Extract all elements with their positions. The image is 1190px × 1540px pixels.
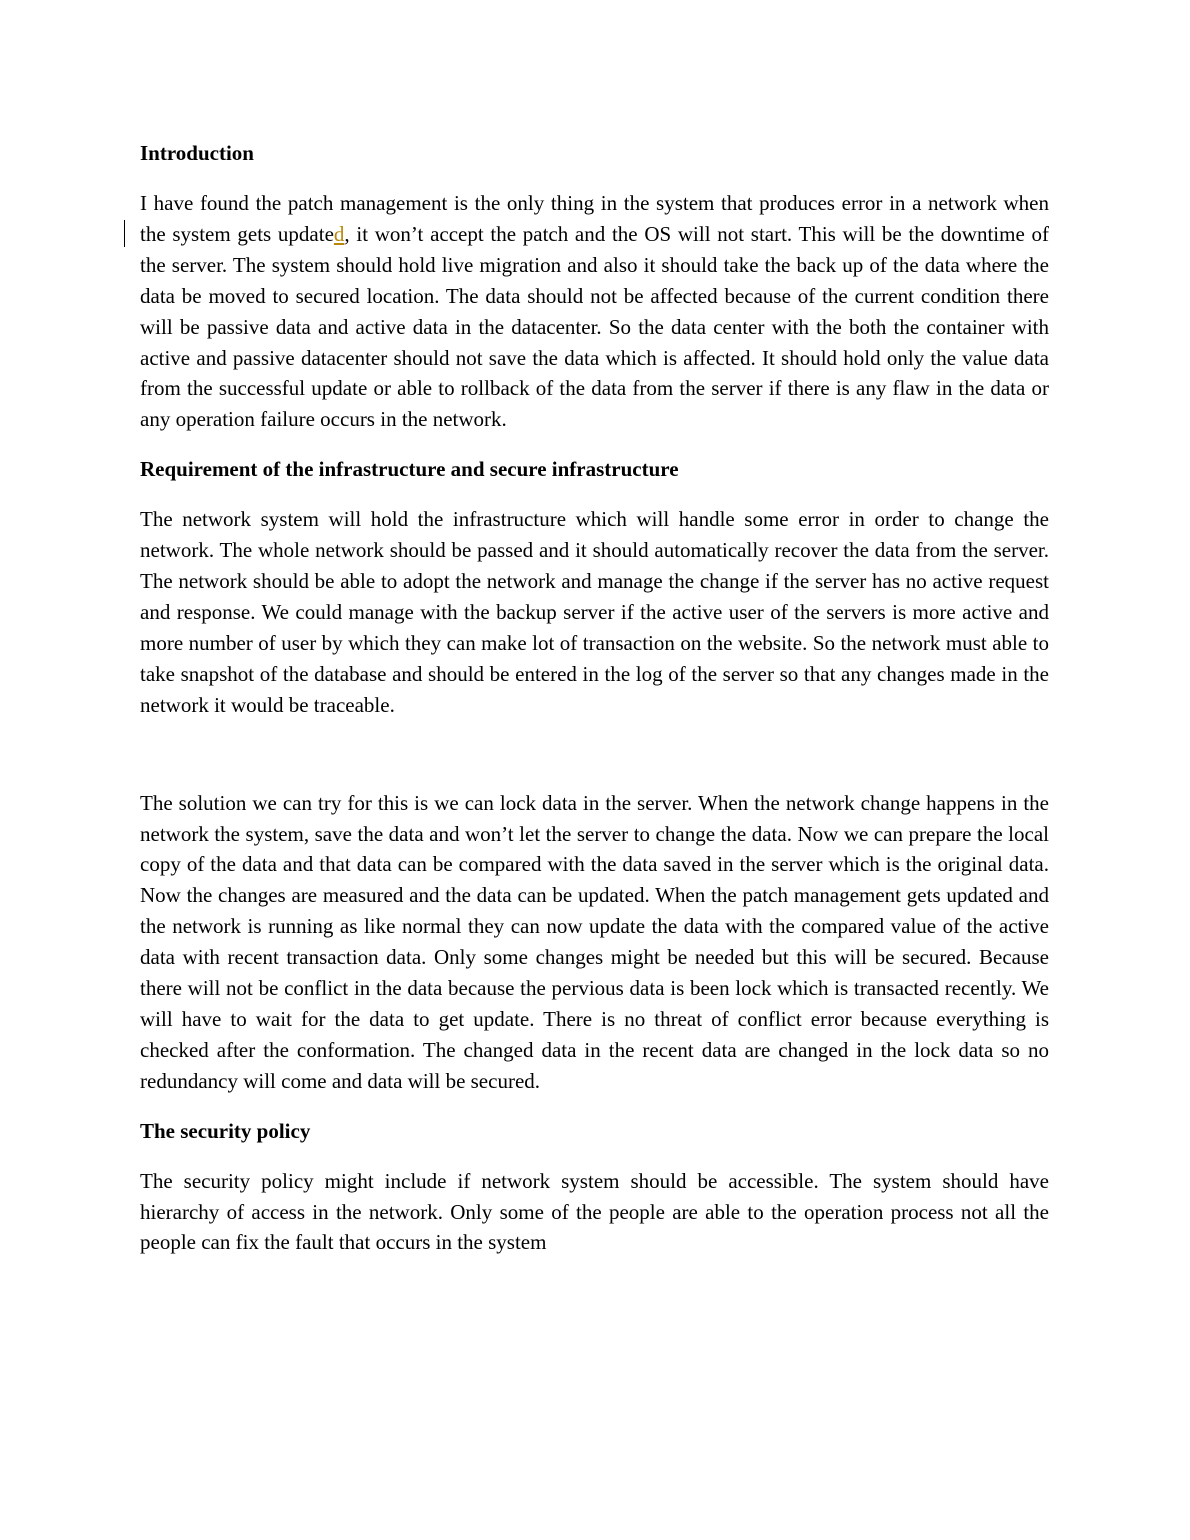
heading-security-policy: The security policy [140,1118,311,1143]
heading-requirement: Requirement of the infrastructure and secure infrastructure [140,457,679,482]
paragraph-requirement-2: The solution we can try for this is we can lock data in the server. When the network change happens in the network the system, save the data and won’t let the server to change the data. Now we can prepare the local copy of the data and that data can be compared with the data saved in the server which is the original data. Now the changes are measured and the data can be updated. When the patch management gets updated and the network is running as like normal they can now update the data with the compared value of the active data with recent transaction data. Only some changes might be needed but this will be secured. Because there will not be conflict in the data because the pervious data is been lock which is transacted recently. We will have to wait for the data to get update. There is no threat of conflict error because everything is checked after the conformation. The changed data in the recent data are changed in the lock data so no redundancy will come and data will be secured. [140,790,1049,1093]
change-bar-marker [124,220,125,247]
paragraph-requirement-1: The network system will hold the infrastructure which will handle some error in order to change the network. The whole network should be passed and it should automatically recover the data from the server. The network should be able to adopt the network and manage the change if the server has no active request and response. We could manage with the backup server if the active user of the servers is more active and more number of user by which they can make lot of transaction on the website. So the network must able to take snapshot of the database and should be entered in the log of the server so that any changes made in the network it would be traceable. [140,507,1049,717]
paragraph-introduction [140,188,1049,435]
intro-text-after: , it won’t accept the patch and the OS will not start. This will be the downtime of the server. The system should hold live migration and also it should take the back up of the data where the data be moved to secured location. The data should not be affected because of the current condition there will be passive data and active data in the datacenter. So the data center with the both the container with active and passive datacenter should not save the data which is affected. It should hold only the value data from the successful update or able to rollback of the data from the server if there is any flaw in the data or any operation failure occurs in the network. [140,221,1049,432]
paragraph-security-policy: The security policy might include if network system should be accessible. The system should have hierarchy of access in the network. Only some of the people are able to the operation process not all the people can fix the fault that occurs in the system [140,1168,1049,1255]
heading-introduction: Introduction [140,141,254,165]
tracked-change-insertion[interactable]: d [333,221,345,246]
intro-text-before: I have found the patch management is the only thing in the system that produces error in a network when the system gets update [140,191,1049,246]
document-page [140,138,1049,1277]
